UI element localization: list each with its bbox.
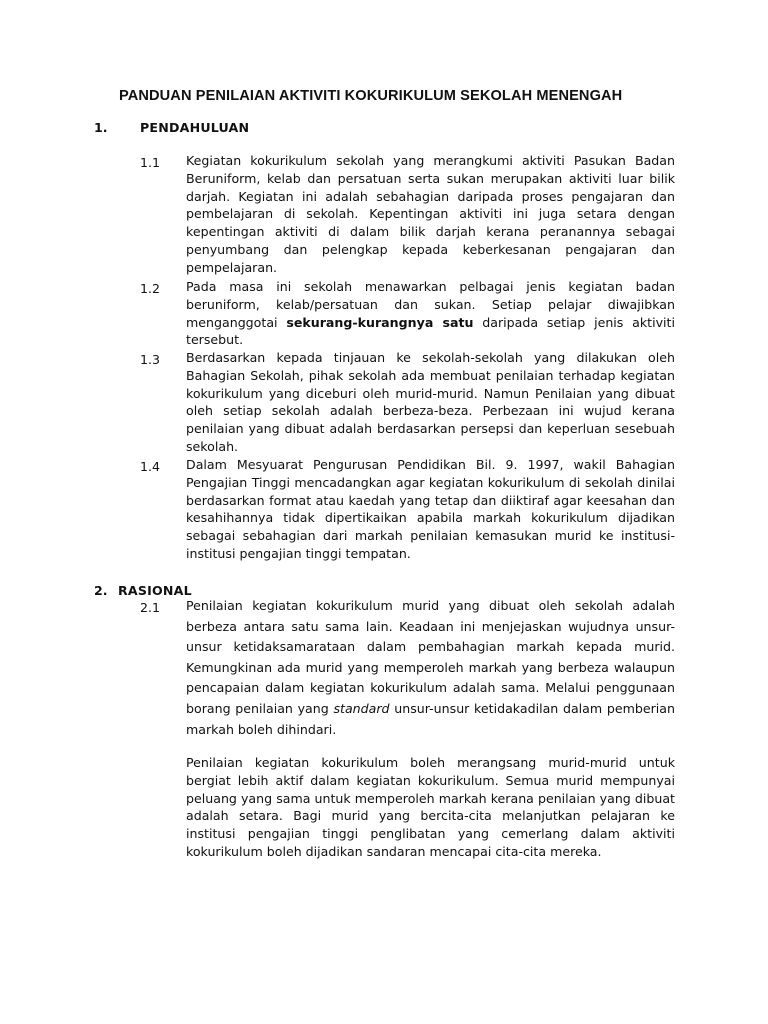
paragraph-text: Penilaian kegiatan kokurikulum boleh merangsang murid-murid untuk bergiat lebih aktif dalam kegiatan kokurikulum. Semua murid mempunyai peluang yang sama untuk memperoleh markah kerana penilaian yang dibuat adalah setara. Bagi murid yang bercita-cita melanjutkan pelajaran ke institusi pengajian tinggi penglibatan yang cemerlang dalam aktiviti kokurikulum boleh dijadikan sandaran mencapai cita-cita mereka. — [186, 755, 675, 859]
emphasis-text: sekurang-kurangnya satu — [286, 314, 474, 330]
paragraph-number: 1.3 — [140, 352, 161, 367]
section-heading: RASIONAL — [118, 583, 192, 598]
paragraph-text: Kegiatan kokurikulum sekolah yang merangkumi aktiviti Pasukan Badan Beruniform, kelab dan persatuan serta sukan merupakan aktiviti luar bilik darjah. Kegiatan ini adalah sebahagian daripada proses pengajaran dan pembelajaran di sekolah. Kepentingan aktiviti ini juga setara dengan kepentingan aktiviti di dalam bilik darjah kerana peranannya sebagai penyumbang dan pelengkap kepada keberkesanan pengajaran dan pempelajaran. — [186, 153, 675, 275]
paragraph-text — [186, 278, 675, 349]
section-number: 2. — [94, 583, 108, 598]
paragraph-text — [186, 596, 675, 740]
section-heading: PENDAHULUAN — [140, 120, 250, 135]
paragraph-text: Dalam Mesyuarat Pengurusan Pendidikan Bil. 9. 1997, wakil Bahagian Pengajian Tinggi mencadangkan agar kegiatan kokurikulum di sekolah dinilai berdasarkan format atau kaedah yang tetap dan diiktiraf agar keesahan dan kesahihannya tidak dipertikaikan apabila markah kokurikulum dijadikan sebagai sebahagian dari markah penilaian kemasukan murid ke institusi-institusi pengajian tinggi tempatan. — [186, 457, 675, 561]
paragraph-number: 1.1 — [140, 155, 161, 170]
paragraph-text-part: Penilaian kegiatan kokurikulum murid yang dibuat oleh sekolah adalah berbeza antara satu sama lain. Keadaan ini menjejaskan wujudnya unsur-unsur ketidaksamarataan dalam pembahagian markah kepada murid. Kemungkinan ada murid yang memperoleh markah yang berbeza walaupun pencapaian dalam kegiatan kokurikulum adalah sama. Melalui penggunaan borang penilaian yang — [186, 598, 675, 716]
section-number: 1. — [94, 120, 108, 135]
document-title: PANDUAN PENILAIAN AKTIVITI KOKURIKULUM SEKOLAH MENENGAH — [119, 88, 623, 104]
paragraph-text-part: unsur-unsur ketidakadilan dalam pemberian markah boleh dihindari. — [186, 700, 675, 737]
paragraph-number: 2.1 — [140, 600, 161, 615]
paragraph-text-part: Pada masa ini sekolah menawarkan pelbagai jenis kegiatan badan beruniform, kelab/persatuan dan sukan. Setiap pelajar diwajibkan menganggotai — [186, 279, 675, 330]
paragraph-number: 1.2 — [140, 281, 161, 296]
paragraph-text: Berdasarkan kepada tinjauan ke sekolah-sekolah yang dilakukan oleh Bahagian Sekolah, pihak sekolah ada membuat penilaian terhadap kegiatan kokurikulum yang diceburi oleh murid-murid. Namun Penilaian yang dibuat oleh setiap sekolah adalah berbeza-beza. Perbezaan ini wujud kerana penilaian yang dibuat adalah berdasarkan persepsi dan keperluan sesebuah sekolah. — [186, 350, 675, 454]
italic-text: standard — [333, 700, 390, 716]
paragraph-text-part: daripada setiap jenis aktiviti tersebut. — [186, 314, 675, 348]
paragraph-number: 1.4 — [140, 459, 161, 474]
